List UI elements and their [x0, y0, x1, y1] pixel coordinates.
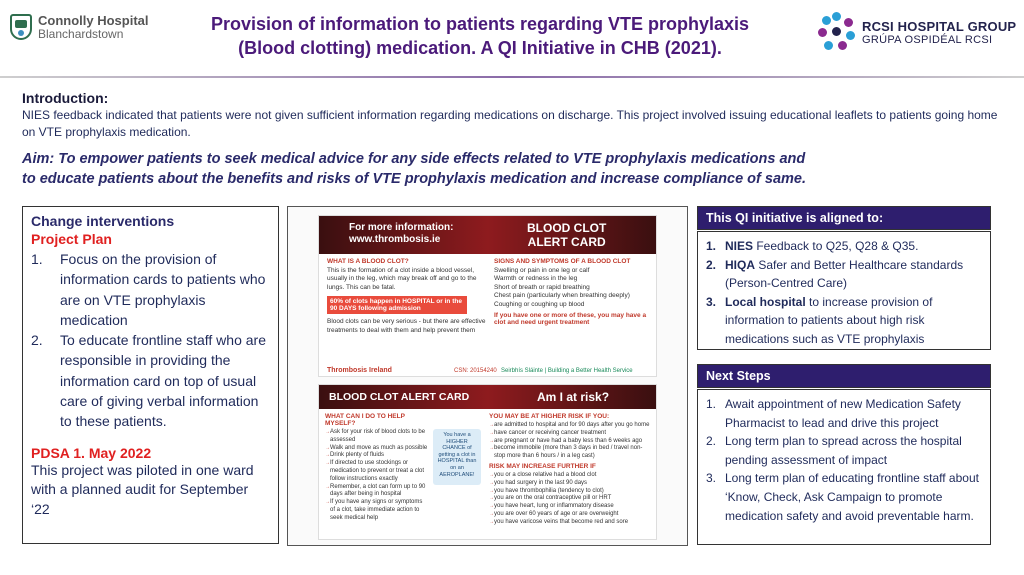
list-item-number: 3. — [706, 294, 717, 309]
pdsa-heading: PDSA 1. May 2022 — [31, 444, 152, 461]
list-item-number: 1. — [31, 251, 43, 267]
card-increase-title: RISK MAY INCREASE FURTHER IF — [489, 462, 596, 470]
poster-title-line1: Provision of information to patients regarding VTE prophylaxis — [210, 14, 750, 34]
list-item-number: 1. — [706, 239, 717, 253]
card-higher-item: → are pregnant or have had a baby less than 6 weeks ago — [489, 438, 653, 446]
card-higher-item: → become immobile (more than 3 days in bed / travel non-stop more than 6 hours / in a leg cast) — [489, 445, 653, 461]
header-divider — [0, 76, 1024, 78]
aligned-item-bold: HIQA — [725, 257, 755, 272]
next-steps-panel-body — [697, 389, 991, 545]
card-sign-item: Warmth or redness in the leg — [494, 275, 578, 283]
card-increase-item: → you are over 60 years of age or are overweight — [489, 511, 653, 519]
logo-hospital-name: Connolly Hospital — [38, 13, 149, 28]
card-help-item: → If you have any signs or symptoms of a clot, take immediate action to seek medical help — [325, 499, 429, 522]
aligned-item-bold: Local hospital — [725, 294, 806, 309]
list-item-text: Focus on the provision of information cards to patients who are on VTE prophylaxis medication — [60, 251, 266, 328]
card-higher-item: → are admitted to hospital and for 90 days after you go home — [489, 422, 653, 430]
card-help-item: → Ask for your risk of blood clots to be assessed — [325, 429, 429, 445]
card-stat-banner: 60% of clots happen in HOSPITAL or in the 90 DAYS following admission — [327, 296, 467, 314]
card-serious-text: Blood clots can be very serious - but there are effective treatments to deal with them and help prevent them — [327, 318, 486, 334]
list-item — [706, 395, 982, 432]
list-item — [706, 256, 982, 293]
list-item-text: Long term plan of educating frontline staff about ‘Know, Check, Ask Campaign to promote medication safety and avoid preventable harm. — [725, 471, 979, 523]
list-item-text: To educate frontline staff who are responsible in providing the information card on top of usual care of giving verbal information to these patients. — [60, 332, 266, 430]
card-help-title: WHAT CAN I DO TO HELP MYSELF? — [325, 413, 405, 427]
next-steps-panel-header: Next Steps — [697, 364, 991, 388]
card-increase-item: → you have varicose veins that become red and sore — [489, 519, 653, 527]
list-item-number: 3. — [706, 471, 717, 486]
aligned-item-text: Safer and Better Healthcare standards (Person-Centred Care) — [725, 257, 964, 291]
card-increase-item: → you or a close relative had a blood clot — [489, 472, 653, 480]
poster-title — [180, 12, 780, 61]
list-item-text: Await appointment of new Medication Safety Pharmacist to lead and drive this project — [725, 397, 961, 430]
card-what-column — [327, 258, 487, 335]
card-hse: Seirbhís Sláinte | Building a Better Health Service — [501, 368, 633, 374]
card-more-info: For more information: — [349, 222, 454, 233]
list-item-number: 2. — [706, 434, 717, 449]
alert-card-front — [318, 215, 657, 377]
introduction-text: NIES feedback indicated that patients were not given sufficient information regarding medications on discharge. This project involved issuing educational leaflets to patients going home on VTE prophylaxis medication. — [22, 108, 998, 139]
list-item-number: 2. — [706, 257, 717, 272]
rcsi-name-ga: GRÚPA OSPIDÉAL RCSI — [862, 33, 993, 46]
card-increase-item: → you have thrombophilia (tendency to clot) — [489, 488, 653, 496]
alert-card-back — [318, 384, 657, 540]
card-warning: If you have one or more of these, you may have a clot and need urgent treatment — [494, 312, 647, 327]
list-item — [706, 237, 982, 256]
card-signs-title: SIGNS AND SYMPTOMS OF A BLOOD CLOT — [494, 258, 631, 265]
card-help-item: → Drink plenty of fluids — [325, 452, 429, 460]
rcsi-hospital-group-logo — [818, 12, 1016, 52]
project-plan-heading: Project Plan — [31, 231, 112, 247]
card-help-item: → Remember, a clot can form up to 90 days after being in hospital — [325, 484, 429, 500]
list-item — [706, 469, 982, 525]
card-alert-line1: BLOOD CLOT — [527, 221, 607, 235]
card-org-name: Thrombosis Ireland — [327, 367, 392, 374]
aligned-panel-body — [697, 231, 991, 350]
change-interventions-box — [22, 206, 279, 544]
introduction-heading: Introduction: — [22, 90, 109, 106]
card-sign-item: Swelling or pain in one leg or calf — [494, 267, 590, 274]
card-increase-item: → you are on the oral contraceptive pill or HRT — [489, 495, 653, 503]
project-plan-list — [31, 249, 270, 432]
card-help-item: → If directed to use stockings or medication to prevent or treat a clot follow instructions exactly — [325, 460, 429, 483]
aligned-panel-header: This QI initiative is aligned to: — [697, 206, 991, 230]
list-item-number: 1. — [706, 397, 717, 411]
introduction-section — [22, 90, 1002, 141]
card-at-risk: Am I at risk? — [537, 390, 610, 404]
rcsi-dots-icon — [818, 12, 856, 52]
card-increase-item: → you have heart, lung or inflammatory disease — [489, 503, 653, 511]
aligned-item-text: Feedback to Q25, Q28 & Q35. — [753, 239, 919, 253]
blood-clot-alert-card-image — [287, 206, 688, 546]
list-item — [706, 432, 982, 469]
card-url: www.thrombosis.ie — [349, 234, 441, 245]
card-csn: CSN: 20154240 — [454, 368, 497, 374]
list-item-text: Long term plan to spread across the hospital pending assessment of impact — [725, 434, 962, 467]
card-help-column — [325, 413, 429, 523]
list-item — [706, 293, 982, 349]
aim-line2: to educate patients about the benefits and risks of VTE prophylaxis medication and increase compliance of same. — [22, 171, 807, 188]
card-sign-item: Short of breath or rapid breathing — [494, 283, 590, 291]
card-sign-item: Coughing or coughing up blood — [494, 300, 585, 308]
card-alert-line2: ALERT CARD — [527, 234, 606, 249]
logo-hospital-sub: Blanchardstown — [38, 26, 124, 41]
aligned-item-bold: NIES — [725, 239, 754, 253]
card-sign-item: Chest pain (particularly when breathing deeply) — [494, 292, 630, 300]
card-front-header — [319, 216, 656, 254]
card-higher-item: → have cancer or receiving cancer treatment — [489, 430, 653, 438]
aligned-item-text: to increase provision of information to patients about high risk medications such as VTE prophylaxis — [725, 294, 933, 346]
crest-icon — [10, 14, 32, 40]
aim-line1: Aim: To empower patients to seek medical advice for any side effects related to VTE prophylaxis medications and — [22, 151, 806, 167]
card-back-header — [319, 385, 656, 409]
poster-title-line2: (Blood clotting) medication. A QI Initiative in CHB (2021). — [238, 38, 722, 59]
connolly-hospital-logo — [10, 14, 149, 40]
change-interventions-heading: Change interventions — [31, 213, 175, 229]
list-item — [31, 330, 270, 431]
pdsa-text: This project was piloted in one ward with a planned audit for September ‘22 — [31, 461, 254, 517]
card-signs-column — [494, 258, 654, 326]
card-increase-item: → you had surgery in the last 90 days — [489, 480, 653, 488]
card-promo-box: You have a HIGHER CHANCE of getting a clot in HOSPITAL than on an AEROPLANE! — [433, 429, 481, 485]
card-risk-column — [489, 413, 653, 527]
list-item — [31, 249, 270, 330]
card-help-item: → Walk and move as much as possible — [325, 445, 429, 453]
card-what-body: This is the formation of a clot inside a blood vessel, usually in the leg, which may break off and go to the lungs. This can be fatal. — [327, 267, 477, 291]
card-what-title: WHAT IS A BLOOD CLOT? — [327, 258, 409, 265]
card-back-title: BLOOD CLOT ALERT CARD — [329, 391, 470, 403]
list-item-number: 2. — [31, 332, 43, 349]
aim-statement — [22, 149, 842, 190]
poster-header — [0, 0, 1024, 78]
card-higher-title: YOU MAY BE AT HIGHER RISK IF YOU: — [489, 413, 610, 420]
rcsi-name-en: RCSI HOSPITAL GROUP — [862, 18, 1017, 34]
